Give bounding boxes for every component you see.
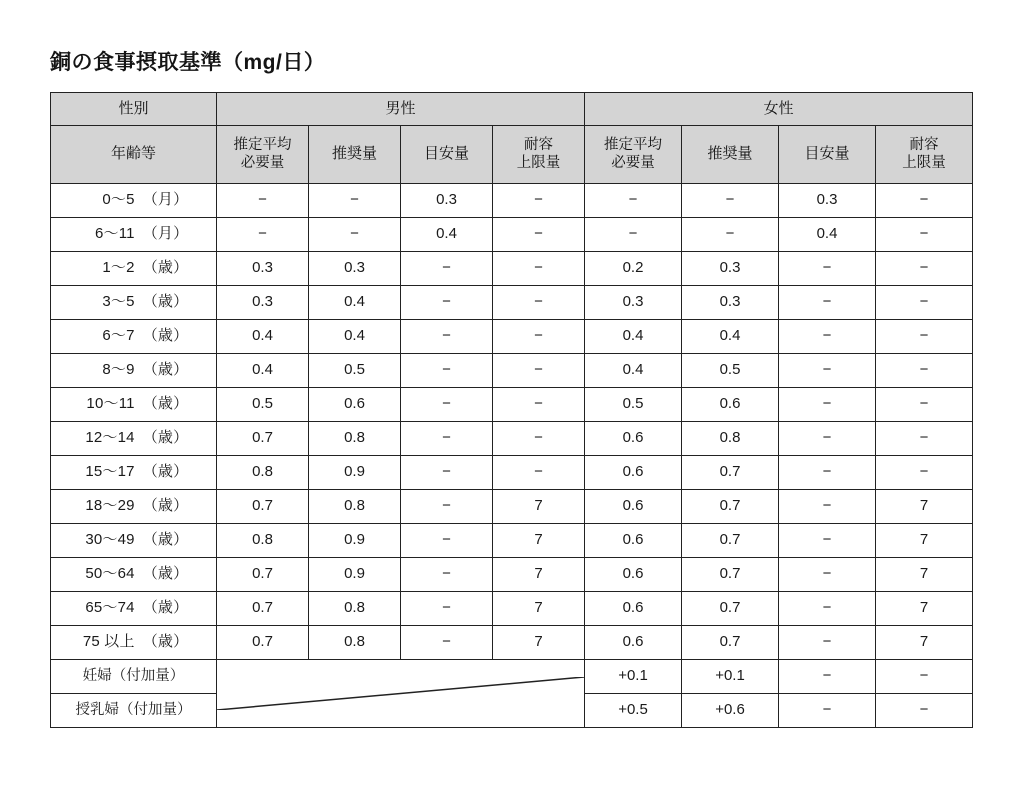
row-age-label (51, 626, 217, 660)
cell-female-rda: 0.7 (682, 490, 779, 524)
cell-female-rda: 0.4 (682, 320, 779, 354)
row-age-number: 18〜29 (85, 497, 135, 515)
cell-male-ear: − (217, 218, 309, 252)
cell-female-ear: − (585, 218, 682, 252)
cell-female-rda: 0.7 (682, 558, 779, 592)
row-age-unit: （歳） (142, 497, 189, 515)
header-age: 年齢等 (51, 126, 217, 184)
row-age-unit: （歳） (142, 463, 189, 481)
cell-male-ul: − (493, 456, 585, 490)
row-age-unit: （歳） (142, 633, 189, 651)
row-age-number: 8〜9 (102, 361, 135, 379)
nutrient-reference-table (50, 92, 973, 728)
header-male-ul-line1: 耐容 (524, 136, 553, 153)
cell-male-rda: 0.9 (309, 456, 401, 490)
cell-female-rda: +0.6 (682, 694, 779, 728)
cell-female-ai: − (779, 660, 876, 694)
cell-male-ul: 7 (493, 524, 585, 558)
table-row-pregnant (51, 660, 973, 694)
header-female-ul (876, 126, 973, 184)
cell-female-rda: 0.7 (682, 524, 779, 558)
row-age-number: 50〜64 (85, 565, 135, 583)
cell-female-ul: 7 (876, 558, 973, 592)
row-label-lactating: 授乳婦（付加量） (51, 694, 217, 728)
cell-female-rda: − (682, 184, 779, 218)
cell-male-ul: − (493, 422, 585, 456)
row-label-pregnant: 妊婦（付加量） (51, 660, 217, 694)
cell-male-ai: − (401, 388, 493, 422)
cell-male-ul: − (493, 252, 585, 286)
cell-female-ai: − (779, 558, 876, 592)
cell-male-ear: 0.7 (217, 592, 309, 626)
table-row (51, 524, 973, 558)
cell-female-ai: − (779, 592, 876, 626)
cell-male-ear: 0.7 (217, 422, 309, 456)
cell-female-ul: − (876, 252, 973, 286)
table-row (51, 592, 973, 626)
header-female-ear (585, 126, 682, 184)
cell-female-ul: − (876, 354, 973, 388)
row-age-number: 10〜11 (86, 395, 135, 413)
cell-male-rda: 0.3 (309, 252, 401, 286)
cell-female-rda: 0.6 (682, 388, 779, 422)
cell-female-ul: 7 (876, 592, 973, 626)
table-row (51, 184, 973, 218)
cell-female-ear: 0.6 (585, 490, 682, 524)
cell-male-ai: − (401, 626, 493, 660)
cell-female-ai: − (779, 320, 876, 354)
table-row (51, 490, 973, 524)
cell-male-ai: 0.4 (401, 218, 493, 252)
cell-male-ear: 0.3 (217, 252, 309, 286)
cell-male-ul: − (493, 286, 585, 320)
header-female-ul-line2: 上限量 (902, 154, 946, 171)
row-age-label (51, 218, 217, 252)
cell-male-ul: 7 (493, 558, 585, 592)
row-age-label (51, 490, 217, 524)
row-age-label (51, 252, 217, 286)
male-not-applicable-diagonal (217, 660, 585, 728)
cell-male-ai: − (401, 524, 493, 558)
cell-female-ul: − (876, 388, 973, 422)
cell-female-ai: − (779, 490, 876, 524)
cell-male-ear: 0.5 (217, 388, 309, 422)
cell-male-ul: − (493, 218, 585, 252)
cell-male-ul: 7 (493, 490, 585, 524)
header-male-ear-line2: 必要量 (240, 154, 285, 171)
table-row (51, 286, 973, 320)
header-male-ear-line1: 推定平均 (233, 136, 292, 153)
row-age-number: 0〜5 (102, 191, 135, 209)
row-age-number: 30〜49 (85, 531, 135, 549)
cell-female-ul: 7 (876, 490, 973, 524)
cell-female-ul: − (876, 218, 973, 252)
cell-male-ai: − (401, 320, 493, 354)
cell-female-ear: 0.6 (585, 524, 682, 558)
table-row (51, 388, 973, 422)
cell-female-ul: − (876, 456, 973, 490)
table-body (51, 184, 973, 728)
nutrient-table-container (50, 92, 958, 728)
cell-male-rda: 0.8 (309, 626, 401, 660)
row-age-label (51, 286, 217, 320)
cell-male-rda: 0.8 (309, 422, 401, 456)
cell-female-ul: 7 (876, 626, 973, 660)
row-age-label (51, 456, 217, 490)
row-age-unit: （歳） (142, 429, 189, 447)
row-age-label (51, 422, 217, 456)
table-row (51, 354, 973, 388)
header-male-ul (493, 126, 585, 184)
cell-male-ear: 0.8 (217, 456, 309, 490)
cell-male-ai: 0.3 (401, 184, 493, 218)
cell-male-rda: − (309, 218, 401, 252)
cell-female-ul: 7 (876, 524, 973, 558)
cell-female-ear: 0.4 (585, 320, 682, 354)
row-age-unit: （月） (142, 191, 189, 209)
cell-male-rda: − (309, 184, 401, 218)
cell-male-ai: − (401, 354, 493, 388)
row-age-label (51, 184, 217, 218)
row-age-unit: （歳） (142, 361, 189, 379)
cell-female-ai: − (779, 626, 876, 660)
table-row (51, 558, 973, 592)
cell-female-ear: 0.6 (585, 456, 682, 490)
table-header (51, 93, 973, 184)
cell-female-ul: − (876, 694, 973, 728)
row-age-unit: （歳） (142, 259, 189, 277)
cell-male-ear: 0.8 (217, 524, 309, 558)
header-male: 男性 (217, 93, 585, 126)
cell-male-ai: − (401, 422, 493, 456)
cell-female-ear: 0.4 (585, 354, 682, 388)
cell-female-rda: − (682, 218, 779, 252)
cell-female-ear: − (585, 184, 682, 218)
cell-female-ai: − (779, 252, 876, 286)
cell-female-ai: − (779, 456, 876, 490)
cell-male-ear: 0.7 (217, 490, 309, 524)
cell-female-ear: 0.2 (585, 252, 682, 286)
cell-female-ear: 0.6 (585, 626, 682, 660)
cell-male-ul: − (493, 320, 585, 354)
cell-male-ear: 0.3 (217, 286, 309, 320)
row-age-unit: （歳） (142, 565, 189, 583)
cell-male-rda: 0.6 (309, 388, 401, 422)
cell-female-ai: 0.4 (779, 218, 876, 252)
header-female-rda: 推奨量 (682, 126, 779, 184)
row-age-label (51, 592, 217, 626)
header-row-metrics (51, 126, 973, 184)
row-age-unit: （歳） (142, 531, 189, 549)
cell-female-ai: − (779, 286, 876, 320)
cell-male-ai: − (401, 252, 493, 286)
header-female-ear-line1: 推定平均 (604, 136, 663, 153)
cell-female-ai: 0.3 (779, 184, 876, 218)
header-female-ai: 目安量 (779, 126, 876, 184)
row-age-label (51, 388, 217, 422)
row-age-label (51, 558, 217, 592)
header-male-ear (217, 126, 309, 184)
header-sex-label: 性別 (51, 93, 217, 126)
cell-female-ear: 0.5 (585, 388, 682, 422)
table-row (51, 456, 973, 490)
cell-male-rda: 0.5 (309, 354, 401, 388)
cell-male-ul: 7 (493, 626, 585, 660)
table-row (51, 252, 973, 286)
cell-male-ul: − (493, 354, 585, 388)
cell-male-ear: − (217, 184, 309, 218)
table-row (51, 422, 973, 456)
row-age-unit: （月） (142, 225, 189, 243)
cell-female-ul: − (876, 320, 973, 354)
row-age-label (51, 524, 217, 558)
row-age-number: 65〜74 (85, 599, 135, 617)
cell-female-ear: 0.6 (585, 558, 682, 592)
table-row (51, 218, 973, 252)
cell-male-rda: 0.8 (309, 592, 401, 626)
cell-male-ai: − (401, 558, 493, 592)
row-age-label (51, 354, 217, 388)
cell-female-ai: − (779, 422, 876, 456)
header-male-rda: 推奨量 (309, 126, 401, 184)
cell-female-ear: 0.6 (585, 422, 682, 456)
cell-female-ai: − (779, 388, 876, 422)
row-age-number: 1〜2 (102, 259, 135, 277)
cell-male-ai: − (401, 490, 493, 524)
cell-male-ai: − (401, 286, 493, 320)
cell-male-rda: 0.4 (309, 286, 401, 320)
header-male-ai: 目安量 (401, 126, 493, 184)
cell-female-ul: − (876, 660, 973, 694)
cell-male-ai: − (401, 592, 493, 626)
cell-male-ear: 0.7 (217, 558, 309, 592)
row-age-unit: （歳） (142, 395, 189, 413)
table-row (51, 626, 973, 660)
cell-female-ear: +0.1 (585, 660, 682, 694)
cell-male-ear: 0.7 (217, 626, 309, 660)
cell-female-rda: 0.7 (682, 456, 779, 490)
row-age-number: 3〜5 (102, 293, 135, 311)
row-age-number: 15〜17 (85, 463, 135, 481)
row-age-unit: （歳） (142, 293, 189, 311)
cell-male-rda: 0.9 (309, 558, 401, 592)
cell-male-rda: 0.9 (309, 524, 401, 558)
row-age-number: 75 以上 (82, 633, 135, 651)
cell-female-rda: 0.3 (682, 286, 779, 320)
cell-female-rda: 0.5 (682, 354, 779, 388)
cell-female-ul: − (876, 184, 973, 218)
row-age-unit: （歳） (142, 599, 189, 617)
row-age-number: 6〜11 (94, 225, 135, 243)
cell-female-rda: 0.7 (682, 626, 779, 660)
row-age-label (51, 320, 217, 354)
cell-female-ear: +0.5 (585, 694, 682, 728)
cell-male-rda: 0.4 (309, 320, 401, 354)
header-female-ear-line2: 必要量 (611, 154, 655, 171)
cell-male-ear: 0.4 (217, 320, 309, 354)
cell-female-ear: 0.6 (585, 592, 682, 626)
cell-female-rda: +0.1 (682, 660, 779, 694)
header-row-sex (51, 93, 973, 126)
cell-male-ul: − (493, 184, 585, 218)
cell-female-rda: 0.8 (682, 422, 779, 456)
cell-female-rda: 0.7 (682, 592, 779, 626)
cell-female-ai: − (779, 694, 876, 728)
header-female-ul-line1: 耐容 (909, 136, 939, 153)
cell-female-ai: − (779, 354, 876, 388)
cell-male-ai: − (401, 456, 493, 490)
cell-female-ear: 0.3 (585, 286, 682, 320)
cell-female-ai: − (779, 524, 876, 558)
cell-male-ul: − (493, 388, 585, 422)
table-row (51, 320, 973, 354)
cell-male-ul: 7 (493, 592, 585, 626)
page-title: 銅の食事摂取基準（mg/日） (50, 51, 326, 74)
cell-female-rda: 0.3 (682, 252, 779, 286)
row-age-unit: （歳） (142, 327, 189, 345)
cell-male-rda: 0.8 (309, 490, 401, 524)
row-age-number: 6〜7 (102, 327, 135, 345)
header-female: 女性 (585, 93, 973, 126)
cell-female-ul: − (876, 422, 973, 456)
cell-female-ul: − (876, 286, 973, 320)
row-age-number: 12〜14 (85, 429, 135, 447)
cell-male-ear: 0.4 (217, 354, 309, 388)
header-male-ul-line2: 上限量 (516, 154, 561, 171)
